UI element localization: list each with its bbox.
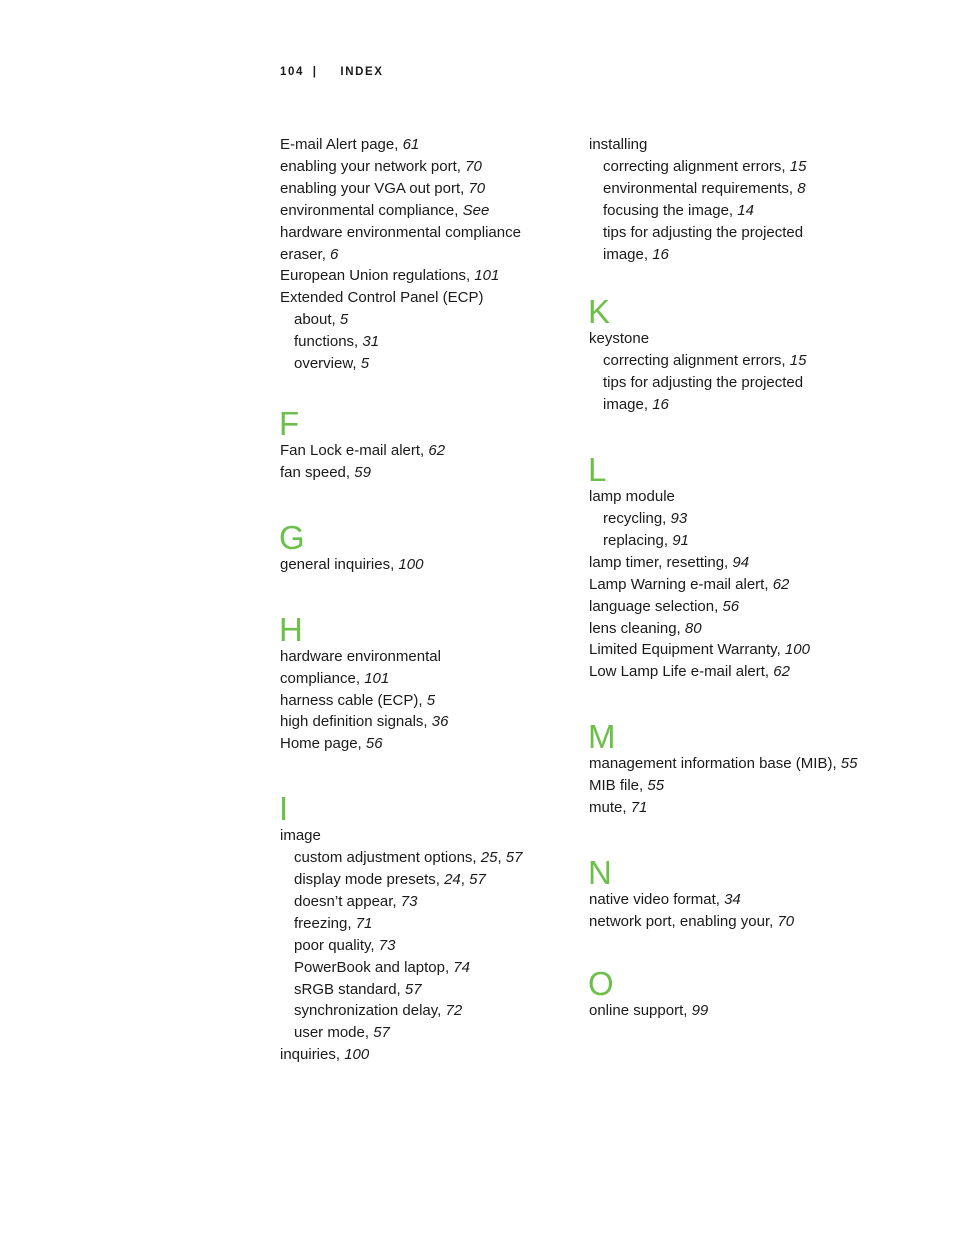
entry-page-reference: 73 [378, 936, 396, 954]
index-entry [280, 200, 570, 222]
entry-term: European Union regulations, [280, 267, 475, 285]
entry-page-reference: 57 [505, 849, 523, 867]
index-entry [280, 1044, 570, 1066]
entry-page-reference: 56 [365, 735, 383, 753]
page-number: 104 [280, 66, 304, 78]
index-subentry [280, 847, 570, 869]
index-entry [589, 639, 889, 661]
entry-term: installing [589, 136, 648, 153]
page-separator: , [497, 849, 506, 867]
section-letter-heading: N [588, 853, 612, 891]
index-section-h [279, 610, 570, 756]
index-subentry [589, 244, 889, 266]
entry-term: keystone [589, 330, 650, 348]
entry-term: image [280, 827, 321, 845]
index-subentry [589, 178, 889, 200]
entry-term: mute, [589, 799, 631, 817]
entry-page-reference: 34 [724, 890, 741, 908]
entry-page-reference: 55 [647, 777, 665, 795]
entry-page-reference: 91 [672, 531, 689, 549]
entry-page-reference: 57 [469, 871, 486, 889]
entry-page-reference: 57 [373, 1024, 390, 1042]
entry-page-reference: 16 [652, 396, 669, 414]
entry-page-reference: 100 [344, 1046, 370, 1064]
index-entry [280, 287, 570, 309]
entry-term: user mode, [294, 1024, 374, 1042]
index-entry [280, 462, 570, 484]
index-subentry [280, 869, 570, 891]
entry-term: lamp module [589, 488, 675, 506]
entry-page-reference: 15 [789, 352, 807, 370]
index-subentry [589, 222, 889, 244]
index-subentry [280, 353, 570, 375]
index-subentry [280, 331, 570, 353]
entry-page-reference: 73 [400, 892, 418, 910]
entry-term: online support, [589, 1001, 692, 1019]
index-section-i [280, 792, 570, 1066]
entry-term: environmental requirements, [603, 179, 798, 197]
entry-term: correcting alignment errors, [603, 352, 790, 370]
entry-page-reference: 16 [652, 245, 669, 263]
entry-term: enabling your network port, [280, 157, 466, 175]
entry-page-reference: 93 [670, 509, 688, 527]
entry-page-reference: 80 [684, 619, 702, 637]
entry-term: fan speed, [280, 463, 355, 481]
index-entry [589, 775, 889, 797]
entry-term: recycling, [603, 509, 671, 527]
index-column-left [280, 134, 570, 1066]
entry-term: high definition signals, [280, 713, 432, 731]
entry-page-reference: 55 [840, 755, 858, 773]
entry-page-reference: 94 [732, 553, 750, 571]
index-subentry [589, 530, 889, 552]
entry-term: Fan Lock e-mail alert, [280, 441, 429, 459]
entry-page-reference: 70 [468, 179, 486, 197]
index-section-f [279, 404, 570, 484]
index-entry [280, 690, 570, 712]
index-column-right [589, 134, 889, 1022]
index-section-g [279, 518, 570, 576]
entry-page-reference: 57 [404, 980, 422, 998]
entry-term: doesn’t appear, [294, 892, 401, 910]
entry-term: network port, enabling your, [589, 912, 778, 930]
entry-term: management information base (MIB), [589, 755, 841, 773]
index-entry [589, 911, 889, 933]
section-letter-heading: H [279, 610, 303, 648]
index-entry [280, 554, 570, 576]
entry-page-reference: 74 [453, 958, 470, 976]
section-title: INDEX [340, 66, 384, 78]
entry-page-reference: 5 [339, 311, 349, 329]
index-subentry [589, 200, 889, 222]
index-entry [280, 222, 570, 244]
index-subentry [280, 1000, 570, 1022]
entry-term: Home page, [280, 735, 366, 753]
index-entry [589, 797, 889, 819]
entry-page-reference: 61 [402, 136, 420, 153]
index-subentry [280, 935, 570, 957]
header-separator: | [312, 66, 318, 78]
entry-term: tips for adjusting the projected [603, 223, 804, 241]
section-letter-heading: L [588, 451, 607, 489]
entry-term: Limited Equipment Warranty, [589, 641, 785, 659]
index-subentry [589, 350, 889, 372]
entry-term: Low Lamp Life e-mail alert, [589, 663, 774, 681]
entry-term: lamp timer, resetting, [589, 553, 733, 571]
entry-page-reference: 8 [797, 179, 806, 197]
index-entry [589, 552, 889, 574]
entry-term: synchronization delay, [294, 1002, 446, 1020]
index-entry [280, 733, 570, 755]
index-entry [589, 753, 889, 775]
index-entry [280, 156, 570, 178]
index-entry [589, 596, 889, 618]
entry-page-reference: 100 [398, 555, 424, 573]
index-subentry [280, 957, 570, 979]
entry-term: harness cable (ECP), [280, 691, 427, 709]
index-section-o [588, 964, 889, 1022]
entry-term: general inquiries, [280, 555, 399, 573]
section-letter-heading: M [588, 718, 616, 756]
entry-term: replacing, [603, 531, 673, 549]
entry-term: compliance, [280, 669, 365, 687]
index-entry [280, 646, 570, 668]
entry-page-reference: 6 [330, 245, 339, 263]
index-entry [589, 486, 889, 508]
index-entry [280, 440, 570, 462]
entry-term: display mode presets, [294, 871, 445, 889]
entry-page-reference: 99 [691, 1001, 709, 1019]
entry-page-reference: 100 [784, 641, 810, 659]
entry-term: PowerBook and laptop, [294, 958, 454, 976]
index-subentry [589, 508, 889, 530]
index-subentry [280, 309, 570, 331]
index-entry [280, 265, 570, 287]
index-entry [589, 574, 889, 596]
index-entry [280, 825, 570, 847]
entry-term: language selection, [589, 597, 723, 615]
index-entry [589, 618, 889, 640]
index-subentry [280, 1022, 570, 1044]
index-entry [589, 134, 889, 156]
index-subentry [280, 891, 570, 913]
index-section-n [588, 853, 889, 933]
entry-term: freezing, [294, 914, 356, 932]
entry-term: sRGB standard, [294, 980, 405, 998]
page-separator: , [460, 871, 470, 889]
entry-term: E-mail Alert page, [280, 136, 403, 153]
index-subentry [589, 394, 889, 416]
index-entry [280, 668, 570, 690]
entry-term: image, [603, 245, 653, 263]
index-section-k [589, 295, 889, 416]
entry-term: MIB file, [589, 777, 648, 795]
entry-term: lens cleaning, [589, 619, 685, 637]
entry-page-reference: 56 [722, 597, 740, 615]
entry-page-reference: 101 [364, 669, 390, 687]
entry-page-reference: 72 [445, 1002, 463, 1020]
index-entry [589, 889, 889, 911]
entry-page-reference: 62 [428, 441, 446, 459]
entry-page-reference: 14 [737, 201, 754, 219]
entry-page-reference: 5 [360, 355, 370, 373]
entry-page-reference: 62 [772, 575, 790, 593]
entry-page-reference: 62 [773, 663, 790, 681]
section-letter-heading: F [279, 404, 300, 442]
entry-page-reference: See [462, 201, 490, 219]
entry-page-reference: 71 [630, 799, 648, 817]
entry-page-reference: 101 [474, 267, 500, 285]
entry-page-reference: 70 [777, 912, 795, 930]
entry-page-reference: 59 [354, 463, 371, 481]
entry-term: Lamp Warning e-mail alert, [589, 575, 773, 593]
index-subentry [589, 156, 889, 178]
entry-term: enabling your VGA out port, [280, 179, 469, 197]
section-letter-heading: O [588, 964, 614, 1002]
index-entry [280, 134, 570, 156]
entry-term: image, [603, 396, 653, 414]
index-entry [589, 328, 889, 350]
entry-page-reference: 5 [426, 691, 436, 709]
index-entry [589, 1000, 889, 1022]
index-entry [280, 244, 570, 266]
entry-term: tips for adjusting the projected [603, 374, 804, 392]
section-letter-heading: K [588, 293, 611, 331]
entry-term: native video format, [589, 890, 725, 908]
entry-term: custom adjustment options, [294, 849, 481, 867]
section-letter-heading: I [279, 790, 289, 828]
entry-page-reference: 31 [362, 333, 380, 351]
entry-term: inquiries, [280, 1046, 345, 1064]
entry-term: focusing the image, [603, 201, 738, 219]
running-head [280, 66, 384, 78]
index-subentry [589, 372, 889, 394]
index-section-l [589, 453, 889, 683]
entry-term: poor quality, [294, 936, 379, 954]
index-subentry [280, 979, 570, 1001]
index-entry [280, 178, 570, 200]
index-subentry [280, 913, 570, 935]
entry-term: overview, [294, 355, 361, 373]
entry-page-reference: 70 [465, 157, 482, 175]
entry-term: Extended Control Panel (ECP) [280, 289, 484, 307]
entry-term: functions, [294, 333, 363, 351]
index-entry [280, 711, 570, 733]
entry-page-reference: 15 [789, 157, 807, 175]
section-letter-heading: G [279, 518, 305, 556]
entry-term: environmental compliance, [280, 201, 463, 219]
index-entry [589, 661, 889, 683]
entry-page-reference: 36 [431, 713, 449, 731]
entry-term: about, [294, 311, 340, 329]
entry-term: correcting alignment errors, [603, 157, 790, 175]
entry-term: eraser, [280, 245, 331, 263]
entry-page-reference: 24 [444, 871, 461, 889]
entry-term: hardware environmental [280, 647, 441, 665]
index-section-m [589, 720, 889, 819]
entry-term: hardware environmental compliance [280, 223, 521, 241]
entry-page-reference: 71 [355, 914, 373, 932]
entry-page-reference: 25 [480, 849, 498, 867]
